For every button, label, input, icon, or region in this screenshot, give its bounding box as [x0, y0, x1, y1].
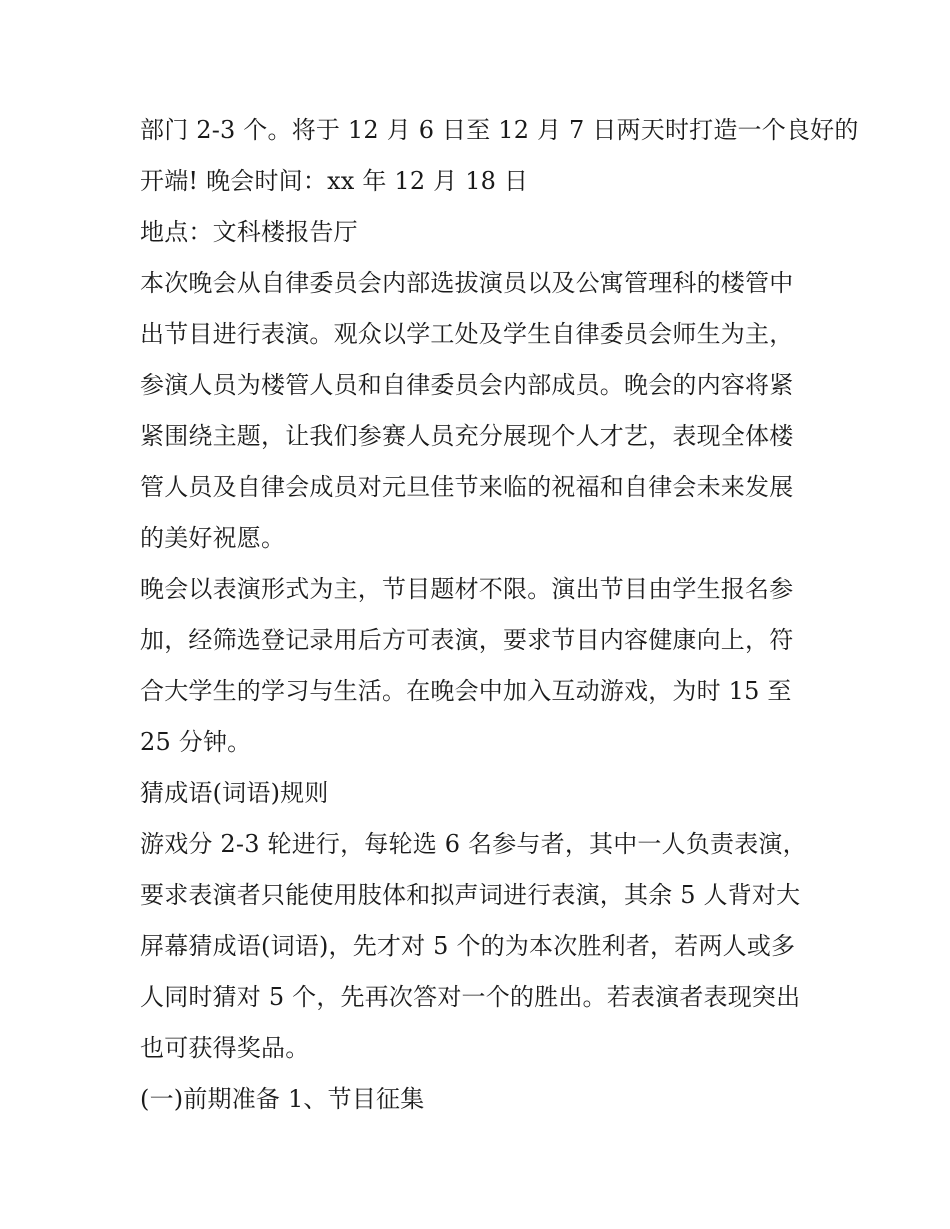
text-line: 人同时猜对 5 个，先再次答对一个的胜出。若表演者表现突出 [140, 983, 801, 1011]
text-line: 要求表演者只能使用肢体和拟声词进行表演，其余 5 人背对大 [140, 881, 801, 909]
text-line: 本次晚会从自律委员会内部选拔演员以及公寓管理科的楼管中 [140, 269, 794, 297]
text-line: 也可获得奖品。 [140, 1034, 310, 1062]
text-line: 晚会以表演形式为主，节目题材不限。演出节目由学生报名参 [140, 575, 794, 603]
section-heading: (一)前期准备 1、节目征集 [140, 1085, 425, 1113]
text-line: 25 分钟。 [140, 728, 252, 756]
text-line: 屏幕猜成语(词语)，先才对 5 个的为本次胜利者，若两人或多 [140, 932, 796, 960]
text-line: 合大学生的学习与生活。在晚会中加入互动游戏，为时 15 至 [140, 677, 792, 705]
text-line: 加，经筛选登记录用后方可表演，要求节目内容健康向上，符 [140, 626, 794, 654]
text-line: 地点：文科楼报告厅 [140, 218, 358, 246]
text-line: 游戏分 2-3 轮进行，每轮选 6 名参与者，其中一人负责表演， [140, 830, 807, 858]
text-line: 的美好祝愿。 [140, 524, 286, 552]
text-line: 出节目进行表演。观众以学工处及学生自律委员会师生为主， [140, 320, 794, 348]
text-line: 参演人员为楼管人员和自律委员会内部成员。晚会的内容将紧 [140, 371, 794, 399]
document-body [140, 105, 859, 1125]
section-heading: 猜成语(词语)规则 [140, 779, 329, 807]
text-line: 紧围绕主题，让我们参赛人员充分展现个人才艺，表现全体楼 [140, 422, 794, 450]
text-line: 部门 2-3 个。将于 12 月 6 日至 12 月 7 日两天时打造一个良好的 [140, 116, 859, 144]
text-line: 开端! 晚会时间：xx 年 12 月 18 日 [140, 167, 529, 195]
text-line: 管人员及自律会成员对元旦佳节来临的祝福和自律会未来发展 [140, 473, 794, 501]
